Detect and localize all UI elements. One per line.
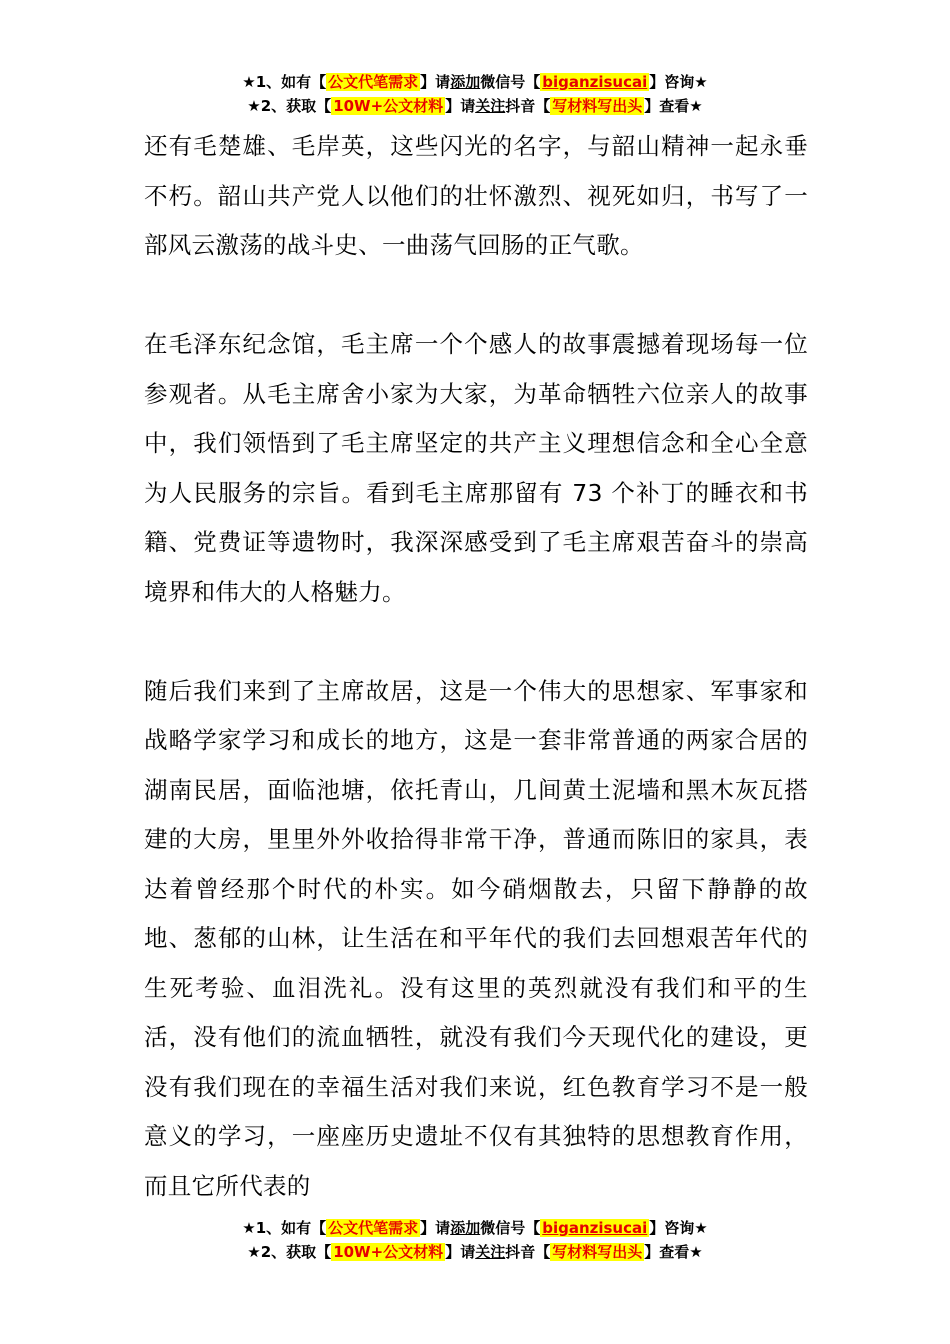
footer-banner [0,1216,950,1264]
paragraph-2: 在毛泽东纪念馆，毛主席一个个感人的故事震撼着现场每一位参观者。从毛主席舍小家为大家，为革命牺牲六位亲人的故事中，我们领悟到了毛主席坚定的共产主义理想信念和全心全意为人民服务的宗旨。看到毛主席那留有 73 个补丁的睡衣和书籍、党费证等遗物时，我深深感受到了毛主席艰苦奋斗的崇高境界和伟大的人格魅力。 [144,330,808,606]
banner-text: 】请 [420,73,451,91]
banner-text: 抖音【 [505,1243,551,1261]
banner-text: 】请 [420,1219,451,1237]
paragraph-1: 还有毛楚雄、毛岸英，这些闪光的名字，与韶山精神一起永垂不朽。韶山共产党人以他们的壮怀激烈、视死如归，书写了一部风云激荡的战斗史、一曲荡气回肠的正气歌。 [144,132,808,259]
banner-text: 】请 [445,97,476,115]
banner-text: 】咨询★ [649,73,708,91]
banner-text: 微信号【 [480,73,541,91]
document-body [144,122,808,1211]
banner-text: 抖音【 [505,97,551,115]
banner-text: 】咨询★ [649,1219,708,1237]
douyin-account-label: 写材料写出头 [552,97,643,115]
paragraph-3: 随后我们来到了主席故居，这是一个伟大的思想家、军事家和战略学家学习和成长的地方，这是一套非常普通的两家合居的湖南民居，面临池塘，依托青山，几间黄土泥墙和黑木灰瓦搭建的大房，里里外外收拾得非常干净，普通而陈旧的家具，表达着曾经那个时代的朴实。如今硝烟散去，只留下静静的故地、葱郁的山林，让生活在和平年代的我们去回想艰苦年代的生死考验、血泪洗礼。没有这里的英烈就没有我们和平的生活，没有他们的流血牺牲，就没有我们今天现代化的建设，更没有我们现在的幸福生活对我们来说，红色教育学习不是一般意义的学习，一座座历史遗址不仅有其独特的思想教育作用，而且它所代表的 [144,676,808,1200]
banner-emphasis: 关注 [475,1243,506,1261]
highlight-service-label: 公文代笔需求 [328,73,419,91]
header-banner [0,70,950,118]
highlight-service-label: 公文代笔需求 [328,1219,419,1237]
banner-line-2 [0,1240,950,1264]
banner-text: 微信号【 [480,1219,541,1237]
banner-text: ★1、如有【 [242,73,327,91]
wechat-id-link[interactable]: biganzisucai [542,73,648,91]
banner-line-1 [0,1216,950,1240]
banner-text: 】查看★ [644,1243,703,1261]
highlight-materials-label: 10W+公文材料 [333,97,444,115]
wechat-id-link[interactable]: biganzisucai [542,1219,648,1237]
banner-text: 】请 [445,1243,476,1261]
banner-line-1 [0,70,950,94]
highlight-materials-label: 10W+公文材料 [333,1243,444,1261]
banner-emphasis: 添加 [450,1219,481,1237]
banner-text: 】查看★ [644,97,703,115]
banner-text: ★2、获取【 [247,1243,332,1261]
banner-emphasis: 关注 [475,97,506,115]
banner-text: ★2、获取【 [247,97,332,115]
banner-text: ★1、如有【 [242,1219,327,1237]
douyin-account-label: 写材料写出头 [552,1243,643,1261]
banner-emphasis: 添加 [450,73,481,91]
banner-line-2 [0,94,950,118]
